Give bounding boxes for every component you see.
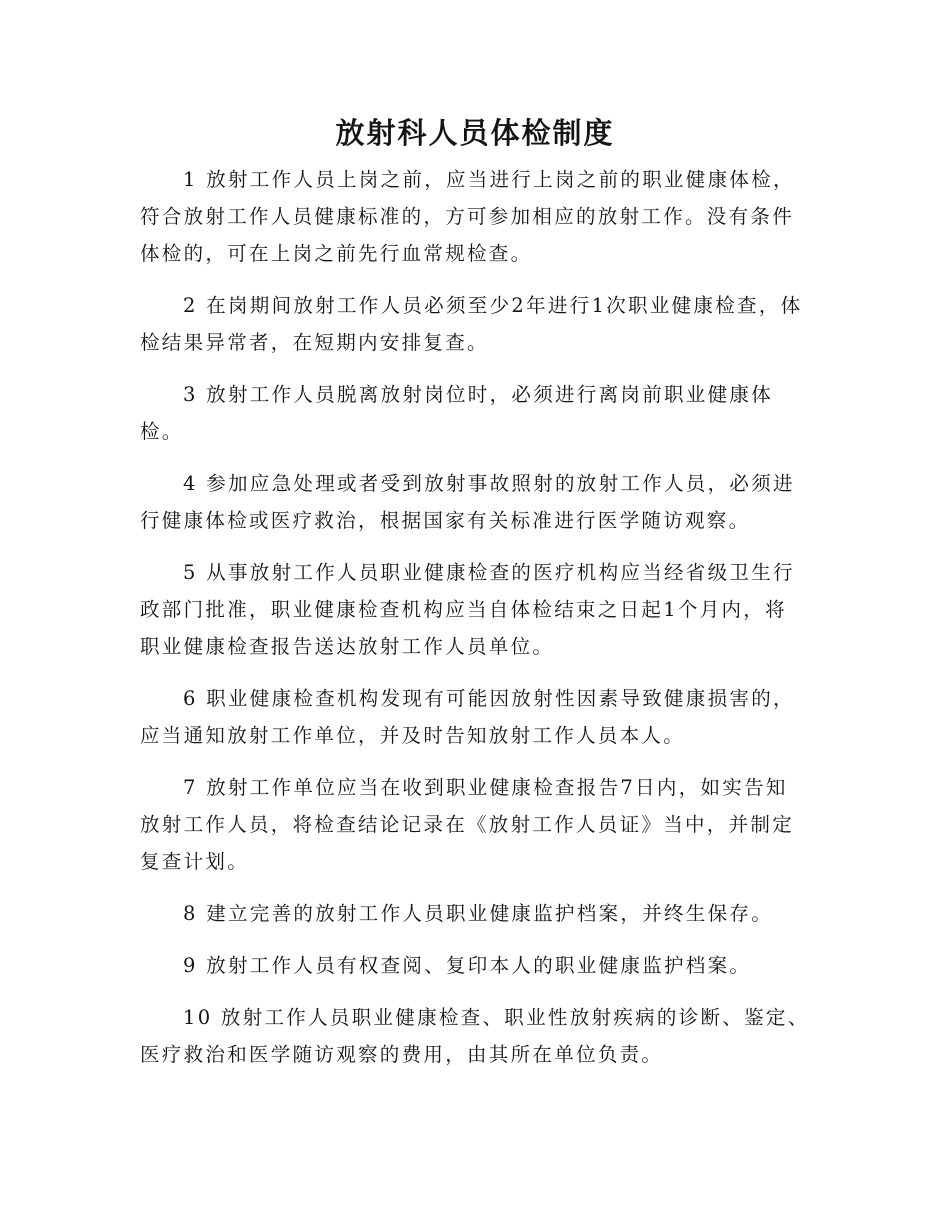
paragraph-line: 5 从事放射工作人员职业健康检查的医疗机构应当经省级卫生行 <box>183 561 795 584</box>
paragraph-line: 体检的，可在上岗之前先行血常规检查。 <box>140 242 533 265</box>
paragraph-1 <box>140 161 820 272</box>
paragraph-2 <box>140 287 820 361</box>
paragraph-line: 3 放射工作人员脱离放射岗位时，必须进行离岗前职业健康体 <box>183 383 774 406</box>
paragraph-line: 8 建立完善的放射工作人员职业健康监护档案，并终生保存。 <box>183 902 774 925</box>
paragraph-line: 4 参加应急处理或者受到放射事故照射的放射工作人员，必须进 <box>183 472 795 495</box>
paragraph-line: 职业健康检查报告送达放射工作人员单位。 <box>140 635 555 658</box>
paragraph-line: 政部门批准，职业健康检查机构应当自体检结束之日起1个月内，将 <box>140 598 787 621</box>
paragraph-5 <box>140 554 820 665</box>
paragraph-line: 9 放射工作人员有权查阅、复印本人的职业健康监护档案。 <box>183 954 752 977</box>
paragraph-line: 行健康体检或医疗救治，根据国家有关标准进行医学随访观察。 <box>140 509 751 532</box>
paragraph-10 <box>140 999 820 1073</box>
document-body <box>140 161 820 1088</box>
paragraph-line: 检。 <box>140 420 184 443</box>
paragraph-line: 1 放射工作人员上岗之前，应当进行上岗之前的职业健康体检， <box>183 168 795 191</box>
paragraph-6 <box>140 680 820 754</box>
paragraph-line: 应当通知放射工作单位，并及时告知放射工作人员本人。 <box>140 724 686 747</box>
paragraph-line: 复查计划。 <box>140 850 250 873</box>
paragraph-line: 放射工作人员，将检查结论记录在《放射工作人员证》当中，并制定 <box>140 813 795 836</box>
paragraph-8 <box>140 895 820 932</box>
paragraph-4 <box>140 465 820 539</box>
document-title: 放射科人员体检制度 <box>335 116 615 150</box>
paragraph-line: 7 放射工作单位应当在收到职业健康检查报告7日内，如实告知 <box>183 776 788 799</box>
paragraph-line: 检结果异常者，在短期内安排复查。 <box>140 331 489 354</box>
paragraph-line: 医疗救治和医学随访观察的费用，由其所在单位负责。 <box>140 1043 664 1066</box>
paragraph-7 <box>140 769 820 880</box>
paragraph-line: 2 在岗期间放射工作人员必须至少2年进行1次职业健康检查，体 <box>183 294 803 317</box>
paragraph-line: 10 放射工作人员职业健康检查、职业性放射疾病的诊断、鉴定、 <box>183 1006 810 1029</box>
paragraph-line: 符合放射工作人员健康标准的，方可参加相应的放射工作。没有条件 <box>140 205 795 228</box>
paragraph-3 <box>140 376 820 450</box>
paragraph-9 <box>140 947 820 984</box>
paragraph-line: 6 职业健康检查机构发现有可能因放射性因素导致健康损害的， <box>183 687 795 710</box>
